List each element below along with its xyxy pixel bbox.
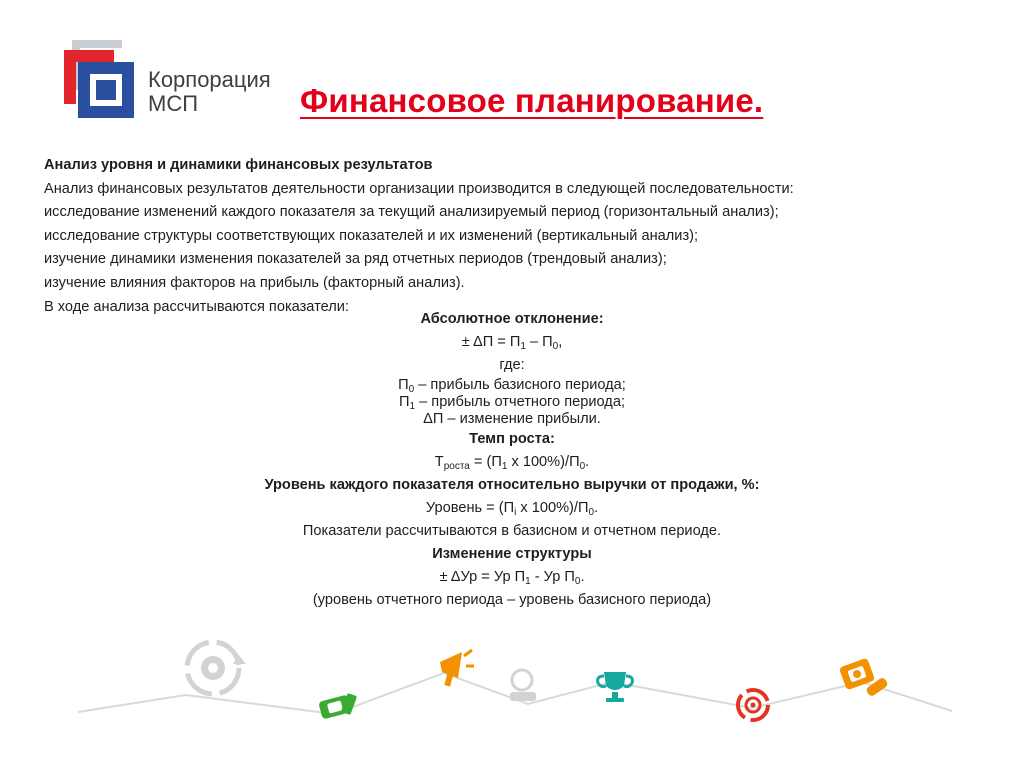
struct-note: (уровень отчетного периода – уровень базисного периода) xyxy=(312,592,712,608)
where-label: где: xyxy=(499,357,525,373)
intro-line: В ходе анализа рассчитываются показатели: xyxy=(44,298,349,315)
logo-text xyxy=(148,68,271,116)
def-profit-change: ΔП – изменение прибыли. xyxy=(423,411,601,427)
abs-formula: ± $\Delta П = П_1 - П_0$, xyxy=(461,334,563,352)
intro-line: исследование структуры соответствующих показателей и их изменений (вертикальный анализ); xyxy=(44,227,699,244)
level-heading: Уровень каждого показателя относительно выручки от продажи, %: xyxy=(264,477,760,493)
def-base-profit: $П_0$ – прибыль базисного периода; xyxy=(398,377,626,395)
megaphone-icon xyxy=(440,650,474,687)
logo-mark-icon xyxy=(58,34,148,124)
logo-line-1: Корпорация xyxy=(148,67,271,92)
intro-line: изучение влияния факторов на прибыль (факторный анализ). xyxy=(44,274,465,291)
intro-heading: Анализ уровня и динамики финансовых результатов xyxy=(44,157,433,173)
intro-section xyxy=(44,154,994,319)
logo-line-2: МСП xyxy=(148,91,199,116)
trophy-icon xyxy=(598,672,633,702)
growth-heading: Темп роста: xyxy=(469,431,555,447)
def-report-profit: $П_1$ – прибыль отчетного периода; xyxy=(399,394,625,412)
growth-formula: $Т_{роста} = (П_1$ х $100\%)/П_0$. xyxy=(434,454,590,472)
money-hand-icon xyxy=(510,670,536,701)
struct-heading: Изменение структуры xyxy=(432,546,592,562)
struct-formula: ± ΔУр = Ур $П_1$ - Ур $П_0$. xyxy=(439,569,585,587)
level-note: Показатели рассчитываются в базисном и отчетном периоде. xyxy=(302,523,722,539)
level-formula: Уровень = ($П_i$ х $100\%)/П_0$. xyxy=(425,500,599,518)
intro-line: Анализ финансовых результатов деятельности организации производится в следующей последовательности: xyxy=(44,180,794,197)
gear-cycle-icon xyxy=(187,642,246,694)
intro-line: изучение динамики изменения показателей за ряд отчетных периодов (трендовый анализ); xyxy=(44,251,667,268)
decorative-path xyxy=(0,620,1024,767)
page-title: Финансовое планирование. xyxy=(300,82,764,119)
formulas-section xyxy=(0,308,1024,612)
payment-hand-icon xyxy=(839,658,889,698)
abs-heading: Абсолютное отклонение: xyxy=(420,311,604,327)
intro-line: исследование изменений каждого показателя за текущий анализируемый период (горизонтальный анализ); xyxy=(44,204,779,221)
handshake-icon xyxy=(318,693,357,720)
